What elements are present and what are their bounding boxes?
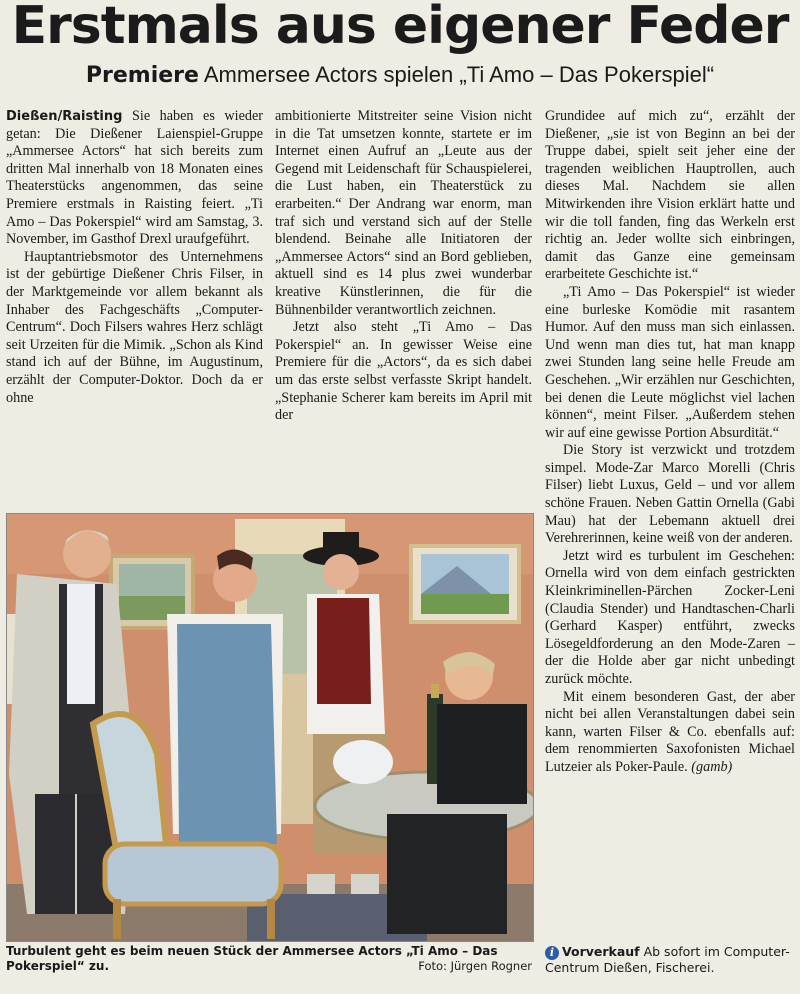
paragraph: Grundidee auf mich zu“, erzählt der Dießener, „sie ist von Beginn an bei der Truppe dabei, spielt seit jeher eine der tragenden weiblichen Hauptrollen, auch dieses Mal. Nachdem sie allen Mitwirkenden ihre Vision erklärt hatte und wir die toll fanden, fing das Werkeln erst richtig an. Jeder wollte sich einbringen, damit das Ganze eine gemeinsam erarbeitete Geschichte ist.“ [545,108,795,283]
paragraph: Hauptantriebsmotor des Unternehmens ist der gebürtige Dießener Chris Filser, in der Marktgemeinde vor allem bekannt als Inhaber des Fachgeschäfts „Computer-Centrum“. Doch Filsers wahres Herz schlägt seit Urzeiten für die Mimik. „Schon als Kind stand ich auf der Bühne, im Augustinum, erzählt der Computer-Doktor. Doch da er ohne [6,248,263,406]
paragraph: Jetzt wird es turbulent im Geschehen: Ornella wird von dem einfach gestrickten Kleinkriminellen-Pärchen Zocker-Leni (Claudia Stender) und Handtaschen-Charli (Gerhard Kasper) entführt, zwecks Lösegeldforderung an den Mode-Zaren – der die Holde aber gar nicht unbedingt zurück möchte. [545,547,795,687]
headline: Erstmals aus eigener Feder [11,0,789,56]
paragraph-text: Sie haben es wieder getan: Die Dießener Laienspiel-Gruppe „Ammersee Actors“ hat sich bereits zum dritten Mal innerhalb von 18 Monaten eines Theaterstücks angenommen, das seine Premiere erstmals in Raisting feiert. „Ti Amo – Das Pokerspiel“ wird am Samstag, 3. November, im Gasthof Drexl uraufgeführt. [6,108,263,248]
paragraph: „Ti Amo – Das Pokerspiel“ ist wieder eine burleske Komödie mit rasantem Humor. Auf den muss man sich einlassen. Und wenn man dies tut, hat man knapp zwei Stunden lang seine helle Freude am Geschehen. „Wir erzählen nur Geschichten, bei denen die Leute möglichst viel lachen können“, meint Filser. „Außerdem stehen wir auf eine gewisse Portion Absurdität.“ [545,283,795,441]
paragraph: ambitionierte Mitstreiter seine Vision nicht in die Tat umsetzen konnte, startete er im Internet einen Aufruf an „Leute aus der Gegend mit Leidenschaft für Schauspielerei, die Lust haben, ein Theaterstück zu erarbeiten.“ Der Andrang war enorm, man traf sich und verstand sich auf der Stelle blendend. Beinahe alle Initiatoren der „Ammersee Actors“ sind an Bord geblieben, aktuell sind es 14 plus zwei wunderbar kreative Künstlerinnen, die für die Bühnenbilder verantwortlich zeichnen. [275,108,532,318]
paragraph [6,108,263,249]
caption-text: Turbulent geht es beim neuen Stück der Ammersee Actors „Ti Amo – Das Pokerspiel“ zu. [6,944,498,973]
article-column-1 [6,108,263,407]
paragraph: Die Story ist verzwickt und trotzdem simpel. Mode-Zar Marco Morelli (Chris Filser) liebt Luxus, Geld – und vor allem schöne Frauen. Neben Gattin Ornella (Gabi Mau) hat der Lebemann aktuell drei Verehrerinnen, keine weiß von der anderen. [545,442,795,547]
article-column-3 [545,108,795,777]
photo-illustration [7,514,533,941]
adjacent-article-bleed-bottom [0,980,800,994]
author-signature: (gamb) [691,758,733,775]
dateline: Dießen/Raisting [6,109,123,124]
info-icon: i [545,946,559,960]
photo-caption [6,944,532,974]
paragraph-text: Mit einem besonderen Gast, der aber nicht bei allen Veranstaltungen dabei sein kann, warten Filser & Co. ebenfalls auf: dem renommierten Saxofonisten Michael Lutzeier als Poker-Paule. [545,688,795,775]
subhead-kicker: Premiere [85,63,199,88]
paragraph [545,689,795,777]
paragraph: Jetzt also steht „Ti Amo – Das Pokerspiel“ an. In gewisser Weise eine Premiere für die „Actors“, da es sich dabei um das erste selbst verfasste Skript handelt. „Stephanie Scherer kam bereits im April mit der [275,319,532,424]
article-column-2 [275,108,532,425]
article-photo [6,513,534,942]
info-box [545,944,795,975]
info-label: Vorverkauf [562,944,640,959]
photo-credit: Foto: Jürgen Rogner [418,959,532,973]
info-text: Ab sofort im Computer-Centrum Dießen, Fischerei. [545,944,790,975]
subheadline [0,62,800,88]
subhead-text: Ammersee Actors spielen „Ti Amo – Das Pokerspiel“ [203,62,715,87]
